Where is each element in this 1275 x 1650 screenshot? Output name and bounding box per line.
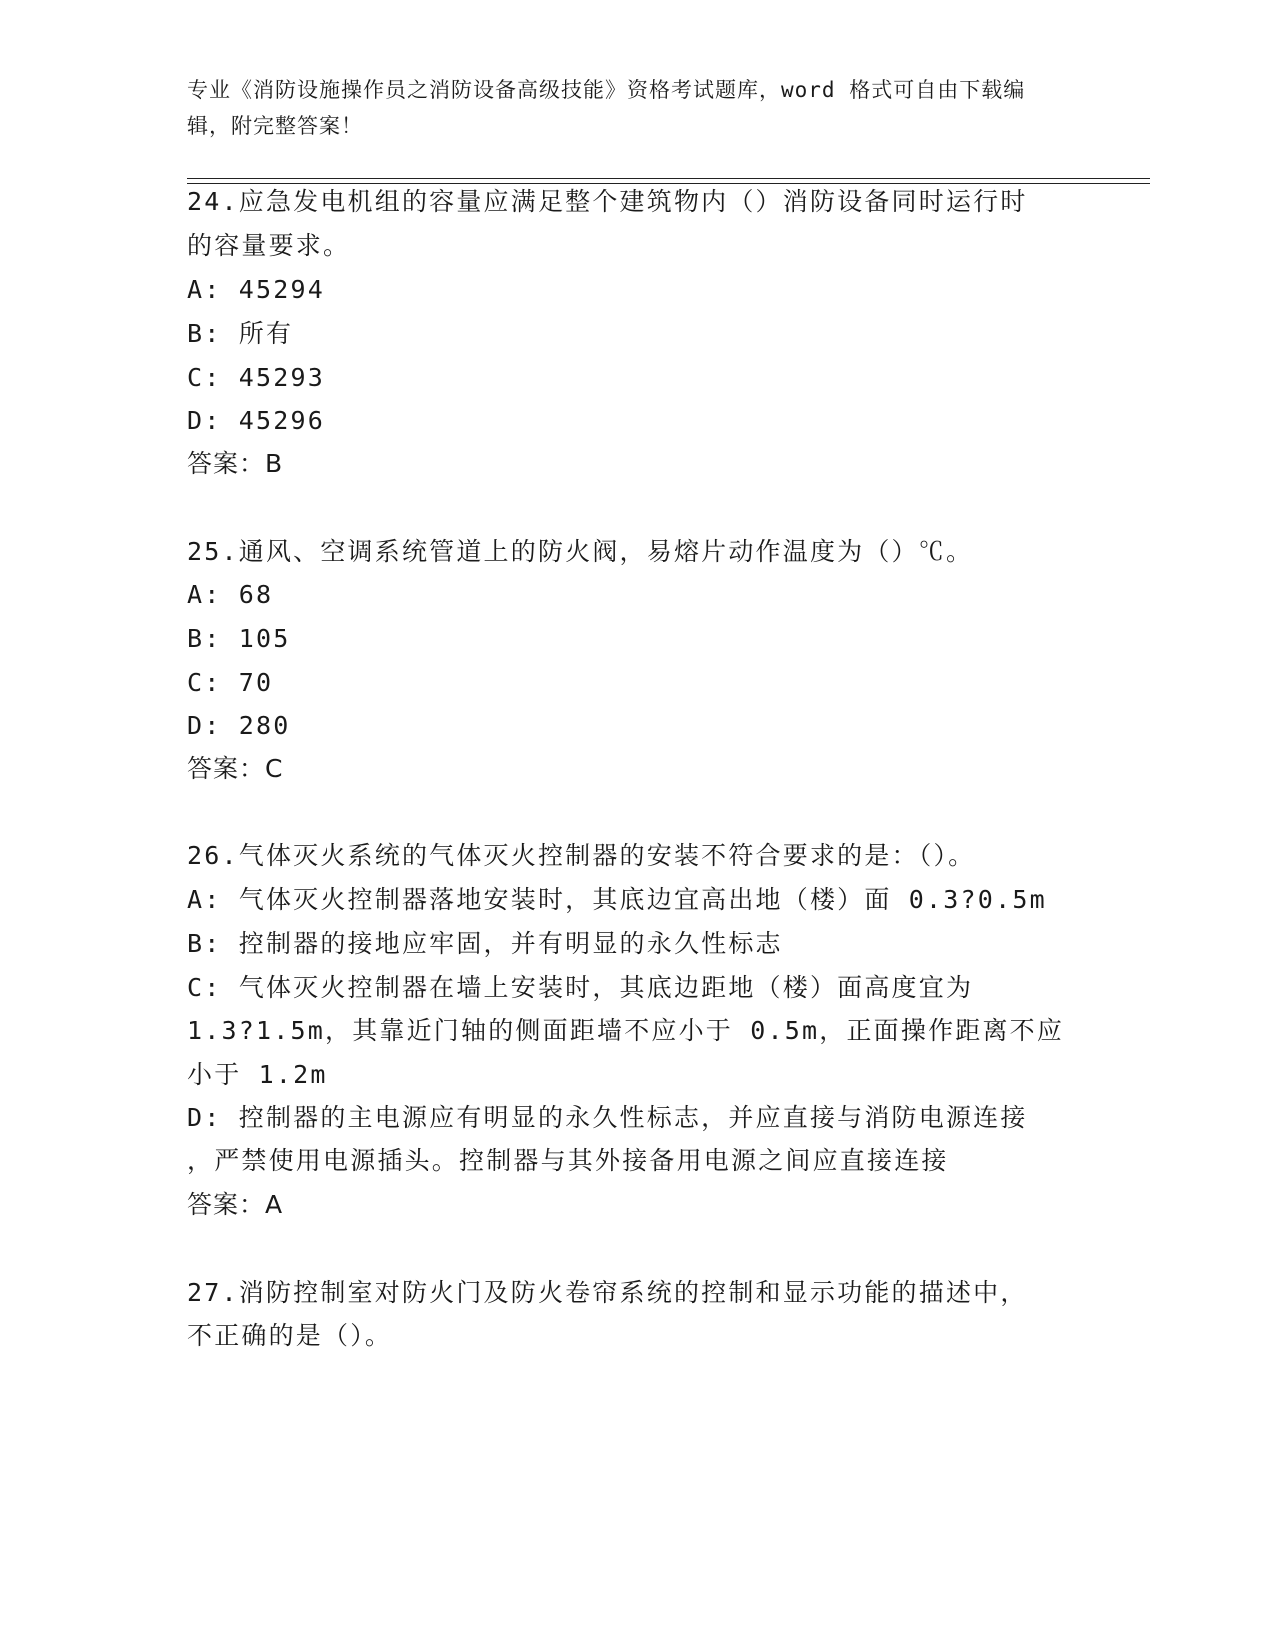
question-25-answer: 答案：C [187, 754, 284, 783]
question-26-option-c-line-3: 小于 1.2m [187, 1060, 328, 1089]
question-25-option-d: D: 280 [187, 711, 291, 740]
question-25-option-c: C: 70 [187, 668, 274, 697]
header-divider-bottom [187, 183, 1150, 184]
question-25-stem-line-1: 25.通风、空调系统管道上的防火阀，易熔片动作温度为（）℃。 [187, 537, 974, 566]
question-24-option-b: B: 所有 [187, 319, 294, 348]
header-divider-top [187, 178, 1150, 179]
question-25-option-a: A: 68 [187, 580, 274, 609]
question-26-answer: 答案：A [187, 1190, 284, 1219]
question-26-option-c-line-2: 1.3?1.5m，其靠近门轴的侧面距墙不应小于 0.5m，正面操作距离不应 [187, 1016, 1065, 1045]
question-24-answer: 答案：B [187, 449, 284, 478]
question-25-option-b: B: 105 [187, 624, 291, 653]
question-26-option-a: A: 气体灭火控制器落地安装时，其底边宜高出地（楼）面 0.3?0.5m [187, 885, 1047, 914]
question-24-stem-line-2: 的容量要求。 [187, 231, 351, 260]
question-27-stem-line-1: 27.消防控制室对防火门及防火卷帘系统的控制和显示功能的描述中， [187, 1278, 1028, 1307]
document-header: 专业《消防设施操作员之消防设备高级技能》资格考试题库，word 格式可自由下载编辑，附完整答案！ [187, 78, 1026, 138]
question-26-option-b: B: 控制器的接地应牢固，并有明显的永久性标志 [187, 929, 783, 958]
question-24-option-c: C: 45293 [187, 363, 326, 392]
question-24-option-d: D: 45296 [187, 406, 326, 435]
question-27-stem-line-2: 不正确的是（）。 [187, 1321, 393, 1350]
question-26-option-d-line-2: ，严禁使用电源插头。控制器与其外接备用电源之间应直接连接 [187, 1146, 949, 1175]
question-24-stem-line-1: 24.应急发电机组的容量应满足整个建筑物内（）消防设备同时运行时 [187, 187, 1028, 216]
question-26-option-c-line-1: C: 气体灭火控制器在墙上安装时，其底边距地（楼）面高度宜为 [187, 973, 974, 1002]
question-26-stem-line-1: 26.气体灭火系统的气体灭火控制器的安装不符合要求的是：（）。 [187, 841, 976, 870]
question-26-option-d-line-1: D: 控制器的主电源应有明显的永久性标志，并应直接与消防电源连接 [187, 1103, 1028, 1132]
question-24-option-a: A: 45294 [187, 275, 326, 304]
